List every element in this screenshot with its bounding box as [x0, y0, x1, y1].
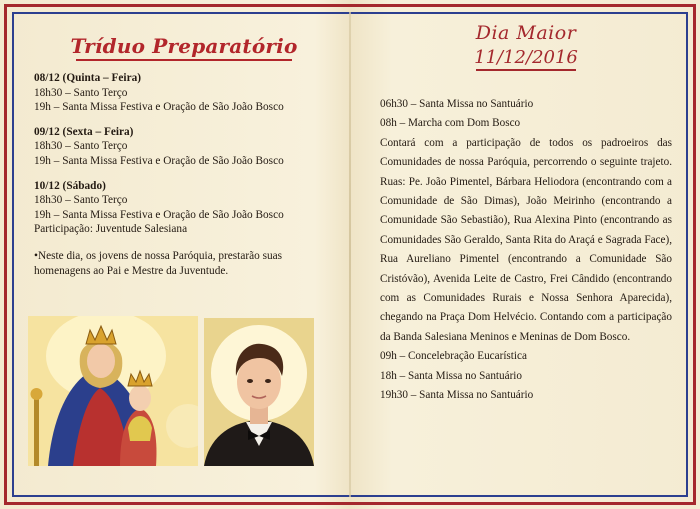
right-panel — [380, 22, 672, 406]
dia-maior-schedule — [380, 95, 672, 406]
left-panel — [34, 28, 334, 279]
route-paragraph: Contará com a participação de todos os padroeiros das Comunidades de nossa Paróquia, percorrendo o seguinte trajeto. Ruas: Pe. João Pimentel, Bárbara Heliodora (encontrando com a Comunidade de São Dimas), João Meirinho (encontrando a Comunidade São Sebastião), Rua Alexina Pinto (encontrando as Comunidades São Geraldo, Santa Rita do Araçá e Sagrada Face), Rua Aureliano Pimentel (encontrando a Comunidade São Cristóvão), Avenida Leite de Castro, Frei Cândido (encontrando com as Comunidades Rurais e Nossa Senhora Aparecida), chegando na Praça Dom Helvécio. Contando com a participação da Banda Salesiana Meninos e Meninas de Dom Bosco. — [380, 136, 672, 343]
youth-note: •Neste dia, os jovens de nossa Paróquia, prestarão suas homenagens ao Pai e Mestre da Juventude. — [34, 249, 283, 277]
schedule-line: 19h30 – Santa Missa no Santuário — [380, 389, 534, 402]
dia-maior-title: Dia Maior — [475, 22, 577, 44]
bosco-illustration — [204, 318, 314, 466]
schedule-line: 06h30 – Santa Missa no Santuário — [380, 98, 534, 110]
day-heading: 09/12 (Sexta – Feira) — [34, 125, 134, 138]
day-line: 18h30 – Santo Terço — [34, 86, 128, 99]
day-block-0912 — [34, 125, 334, 169]
day-line: Participação: Juventude Salesiana — [34, 223, 188, 236]
day-line: 18h30 – Santo Terço — [34, 194, 128, 207]
date-underline — [476, 69, 576, 71]
saint-john-bosco-portrait — [204, 318, 314, 466]
triduo-title: Tríduo Preparatório — [70, 34, 298, 58]
triduo-title-underline — [76, 59, 292, 61]
day-line: 19h – Santa Missa Festiva e Oração de São João Bosco — [34, 101, 284, 114]
dia-maior-date: 11/12/2016 — [474, 47, 578, 68]
schedule-line: 09h – Concelebração Eucarística — [380, 350, 527, 363]
day-block-0812 — [34, 71, 334, 115]
schedule-line: 18h – Santa Missa no Santuário — [380, 369, 523, 382]
mary-illustration — [28, 316, 198, 466]
day-line: 18h30 – Santo Terço — [34, 140, 128, 153]
day-heading: 10/12 (Sábado) — [34, 179, 106, 192]
day-heading: 08/12 (Quinta – Feira) — [34, 72, 141, 84]
day-line: 19h – Santa Missa Festiva e Oração de São João Bosco — [34, 154, 284, 167]
mary-help-of-christians-image — [28, 316, 198, 466]
schedule-line: 08h – Marcha com Dom Bosco — [380, 117, 521, 130]
center-fold — [349, 12, 351, 497]
day-line: 19h – Santa Missa Festiva e Oração de São João Bosco — [34, 208, 284, 221]
day-block-1012 — [34, 179, 334, 237]
